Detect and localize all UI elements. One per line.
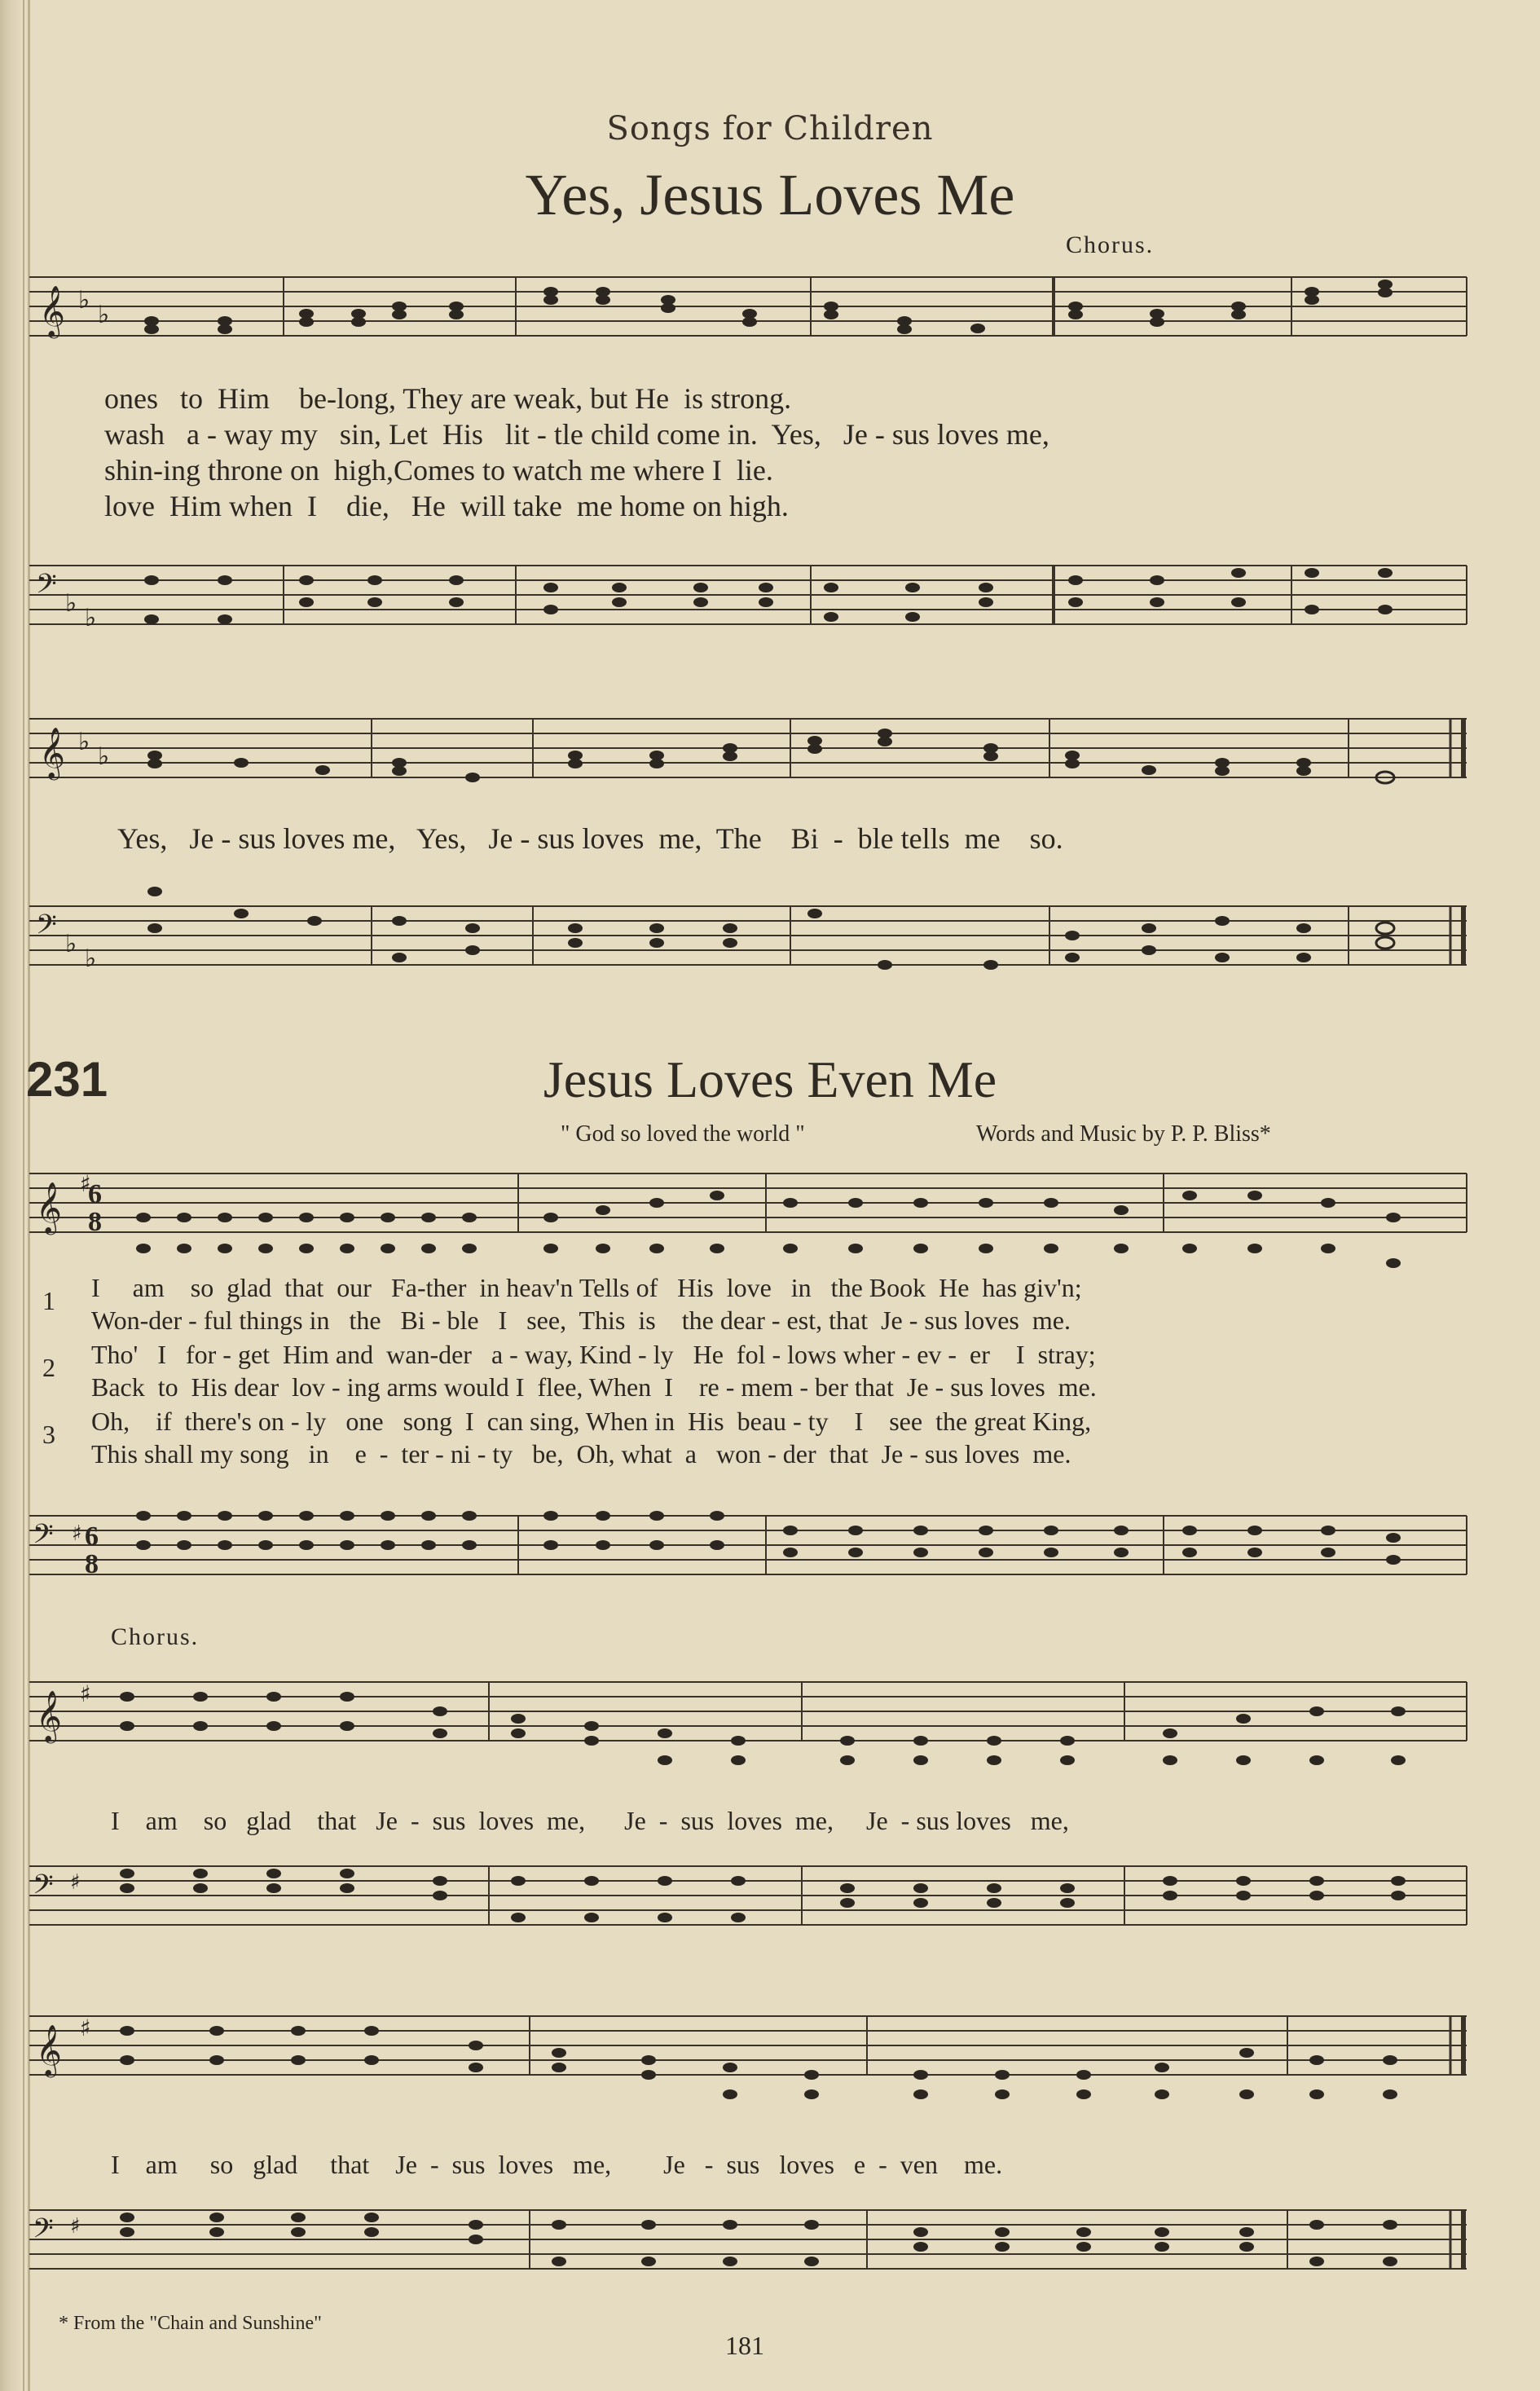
verse-2-line-2: Back to His dear lov - ing arms would I flee, When I re - mem - ber that Je - sus loves me. <box>91 1372 1097 1402</box>
verse-number-2: 2 <box>42 1353 55 1382</box>
section-header: Songs for Children <box>606 110 934 148</box>
hymn2-staff-chorus-2-treble <box>0 1980 1540 2143</box>
hymn1-chorus-line: Yes, Je - sus loves me, Yes, Je - sus loves me, The Bi - ble tells me so. <box>117 822 1063 855</box>
hymn2-chorus-label: Chorus. <box>111 1623 200 1650</box>
svg-text:6: 6 <box>88 1179 102 1209</box>
svg-text:8: 8 <box>88 1207 102 1237</box>
svg-text:𝄢: 𝄢 <box>33 2213 54 2251</box>
svg-text:𝄞: 𝄞 <box>39 285 65 337</box>
svg-text:♭: ♭ <box>65 589 77 618</box>
hymn2-number: 231 <box>26 1052 108 1107</box>
svg-text:8: 8 <box>85 1549 99 1579</box>
page-number: 181 <box>725 2331 764 2360</box>
svg-text:♯: ♯ <box>80 1170 91 1197</box>
hymn2-chorus-line-1: I am so glad that Je - sus loves me, Je - sus loves me, Je - sus loves me, <box>111 1806 1069 1835</box>
hymn1-verse-line-4: love Him when I die, He will take me home on high. <box>104 490 789 522</box>
hymn2-staff-chorus-2-bass <box>0 2177 1540 2324</box>
verse-1-line-1: I am so glad that our Fa-ther in heav'n Tells of His love in the Book He has giv'n; <box>91 1273 1082 1302</box>
verse-1-line-2: Won-der - ful things in the Bi - ble I see, This is the dear - est, that Je - sus loves me. <box>91 1306 1071 1335</box>
svg-text:𝄞: 𝄞 <box>36 2024 62 2076</box>
hymn1-staff-2-bass <box>0 864 1540 1011</box>
verse-3-line-2: This shall my song in e - ter - ni - ty be, Oh, what a won - der that Je - sus loves me. <box>91 1439 1071 1469</box>
footnote: * From the "Chain and Sunshine" <box>59 2313 322 2334</box>
hymn2-chorus-line-2: I am so glad that Je - sus loves me, Je - sus loves e - ven me. <box>111 2150 1003 2179</box>
verse-2-line-1: Tho' I for - get Him and wan-der a - way, Kind - ly He fol - lows wher - ev - er I stray; <box>91 1340 1096 1369</box>
hymn1-title: Yes, Jesus Loves Me <box>525 162 1015 227</box>
verse-number-1: 1 <box>42 1286 55 1315</box>
svg-text:𝄢: 𝄢 <box>36 569 57 606</box>
svg-text:♯: ♯ <box>70 1870 81 1895</box>
svg-text:♭: ♭ <box>85 945 97 973</box>
svg-text:♯: ♯ <box>70 2214 81 2239</box>
svg-text:𝄢: 𝄢 <box>33 1519 54 1557</box>
svg-text:♭: ♭ <box>98 742 110 771</box>
hymn2-staff-chorus-1-treble <box>0 1646 1540 1809</box>
hymn1-staff-2-treble <box>0 701 1540 823</box>
hymn1-staff-1-bass <box>0 538 1540 676</box>
svg-text:♭: ♭ <box>78 728 90 756</box>
hymn1-staff-1-treble <box>0 259 1540 381</box>
hymn1-chorus-label: Chorus. <box>1066 231 1155 258</box>
hymn1-verse-line-3: shin-ing throne on high,Comes to watch me where I lie. <box>104 454 773 487</box>
hymn2-staff-verse-treble <box>0 1149 1540 1279</box>
svg-text:♭: ♭ <box>78 286 90 315</box>
svg-text:𝄢: 𝄢 <box>36 909 57 947</box>
svg-text:♯: ♯ <box>80 2015 91 2041</box>
svg-text:♭: ♭ <box>85 604 97 632</box>
hymn2-scripture: " God so loved the world " <box>561 1121 805 1147</box>
hymn2-staff-verse-bass <box>0 1475 1540 1622</box>
hymn2-title: Jesus Loves Even Me <box>543 1050 997 1108</box>
svg-text:♭: ♭ <box>65 930 77 958</box>
svg-text:♭: ♭ <box>98 301 110 329</box>
hymn1-verse-line-1: ones to Him be-long, They are weak, but He is strong. <box>104 382 792 415</box>
verse-number-3: 3 <box>42 1420 55 1449</box>
svg-text:𝄢: 𝄢 <box>33 1869 54 1907</box>
svg-text:♯: ♯ <box>80 1680 91 1707</box>
hymn1-verse-line-2: wash a - way my sin, Let His lit - tle child come in. Yes, Je - sus loves me, <box>104 418 1049 451</box>
svg-text:6: 6 <box>85 1521 99 1552</box>
svg-text:𝄞: 𝄞 <box>36 1690 62 1742</box>
svg-text:𝄞: 𝄞 <box>36 1182 62 1233</box>
hymn2-credit: Words and Music by P. P. Bliss* <box>976 1121 1271 1147</box>
svg-text:𝄞: 𝄞 <box>39 727 65 778</box>
svg-text:♯: ♯ <box>72 1521 82 1546</box>
verse-3-line-1: Oh, if there's on - ly one song I can sing, When in His beau - ty I see the great King, <box>91 1407 1092 1436</box>
hymn2-staff-chorus-1-bass <box>0 1834 1540 1972</box>
